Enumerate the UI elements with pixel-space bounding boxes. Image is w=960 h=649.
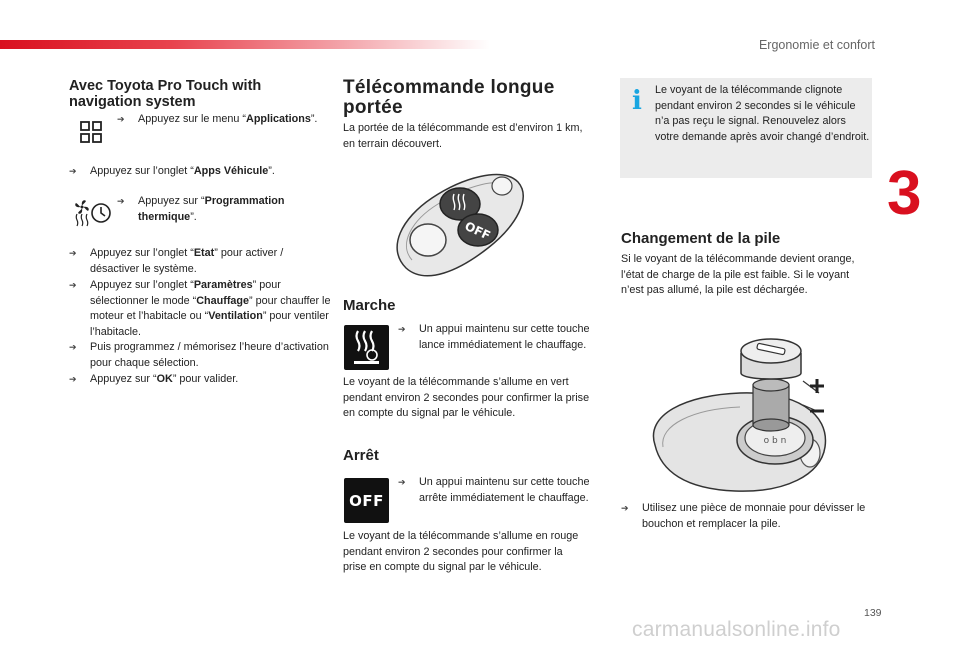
battery-text: Si le voyant de la télécommande devient orange, l’état de charge de la pile est faible. Si le voyant n’est pas allumé, la pile est déchargée. [621, 253, 855, 296]
marche-text: Le voyant de la télécommande s’allume en vert pendant environ 2 secondes pour confirmer la prise en compte du signal par le véhicule. [343, 376, 590, 419]
arret-title: Arrêt [343, 447, 379, 464]
info-box [620, 78, 872, 178]
info-icon: i [632, 86, 642, 116]
remote-range-text: La portée de la télécommande est d’environ 1 km, en terrain découvert. [343, 122, 583, 150]
svg-text:o b n: o b n [763, 436, 787, 446]
arret-text: Le voyant de la télécommande s’allume en rouge pendant environ 2 secondes pour confirmer la prise en compte du signal par le véhicule. [343, 530, 579, 573]
battery-step: ➔ Utilisez une pièce de monnaie pour dévisser le bouchon et remplacer la pile. [621, 501, 887, 532]
marche-title: Marche [343, 297, 396, 314]
step-parametres: ➔ Appuyez sur l’onglet “Paramètres” pour sélectionner le mode “Chauffage” pour chauffer le moteur et l’habitacle ou “Ventilation” pour ventiler l’habitacle. [69, 278, 333, 340]
long-range-remote-title: Télécommande longue portée [343, 77, 555, 118]
thermal-programming-icon [74, 198, 112, 228]
battery-change-title: Changement de la pile [621, 230, 781, 247]
applications-grid-icon [80, 121, 102, 143]
step-programmez: ➔ Puis programmez / mémorisez l’heure d’activation pour chaque sélection. [69, 340, 333, 371]
chapter-number: 3 [887, 159, 922, 228]
remote-control-illustration [392, 168, 528, 286]
battery-replacement-illustration [645, 335, 835, 495]
step-etat: ➔ Appuyez sur l’onglet “Etat” pour activer / désactiver le système. [69, 246, 333, 277]
toyota-pro-touch-title: Avec Toyota Pro Touch with navigation system [69, 78, 262, 110]
arret-step: ➔ Un appui maintenu sur cette touche arrête immédiatement le chauffage. [398, 475, 614, 506]
step-apps-vehicule: ➔ Appuyez sur l’onglet “Apps Véhicule”. [69, 164, 330, 180]
heating-button-icon [344, 325, 389, 370]
step-ok: ➔ Appuyez sur “OK” pour valider. [69, 372, 333, 388]
step-applications: ➔ Appuyez sur le menu “Applications”. [117, 112, 318, 128]
info-text: Le voyant de la télécommande clignote pendant environ 2 secondes si le véhicule n’a pas reçu le signal. Renouvelez alors votre demande après avoir changé d’endroit. [655, 84, 870, 143]
marche-step: ➔ Un appui maintenu sur cette touche lance immédiatement le chauffage. [398, 322, 614, 353]
header-red-bar [0, 40, 490, 49]
off-button-icon [344, 478, 389, 523]
off-button-label: OFF [349, 491, 384, 510]
step-programmation-thermique: ➔ Appuyez sur “Programmation thermique”. [117, 194, 328, 225]
remote-off-label: OFF [462, 218, 493, 243]
section-title: Ergonomie et confort [758, 38, 875, 52]
watermark: carmanualsonline.info [632, 618, 841, 641]
page-number: 139 [864, 607, 882, 619]
